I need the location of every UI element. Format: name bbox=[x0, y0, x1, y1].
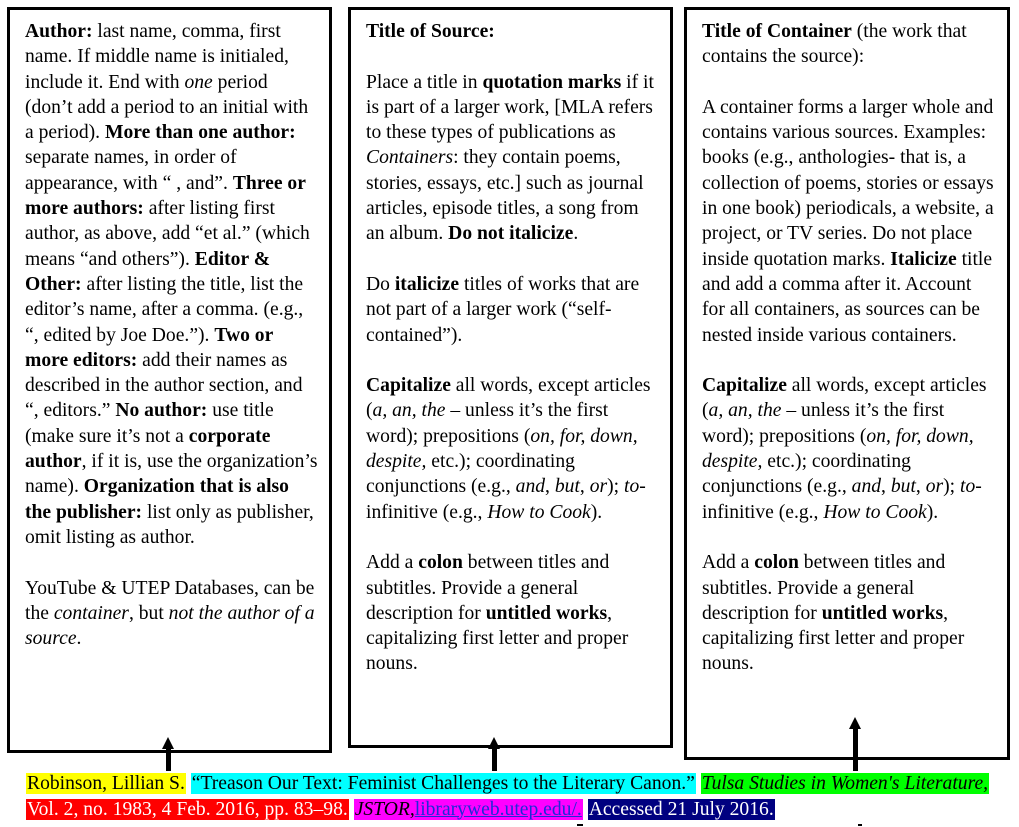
bold-text: Two or more editors: bbox=[25, 324, 273, 371]
text-run: Add a bbox=[702, 552, 755, 574]
text-run: Place a title in bbox=[366, 71, 483, 93]
divider-mark bbox=[577, 824, 583, 826]
bold-text: Capitalize bbox=[702, 375, 787, 397]
text-run: if it is part of a larger work, [MLA refers to these types of publications as bbox=[366, 71, 654, 144]
text-run: , if it is, use the organization’s name). bbox=[25, 451, 318, 498]
container-description-paragraph bbox=[702, 95, 997, 348]
text-run: after listing first author, as above, add “et al.” (which means “and others”). bbox=[25, 198, 310, 270]
italic-text: a, an, the bbox=[708, 400, 782, 422]
text-run: , bbox=[881, 476, 891, 498]
text-run: , bbox=[915, 476, 926, 498]
bold-text: Three or more authors: bbox=[25, 172, 306, 220]
bold-text: Capitalize bbox=[366, 375, 451, 397]
bold-text: Author: bbox=[25, 21, 93, 42]
text-run: all words, except articles ( bbox=[702, 375, 987, 422]
arrow-up-icon bbox=[849, 717, 862, 771]
text-run: . bbox=[573, 223, 579, 245]
text-run: – unless it’s the first word); prepositions ( bbox=[366, 400, 609, 447]
bold-text: italicize bbox=[394, 273, 460, 295]
text-run: . bbox=[76, 628, 82, 650]
text-run: etc.); coordinating conjunctions (e.g., bbox=[702, 451, 911, 498]
bold-text: Organization that is also the publisher: bbox=[25, 476, 289, 523]
text-run: ); bbox=[607, 476, 624, 498]
example-citation bbox=[26, 771, 1014, 822]
text-run: use title (make sure it’s not a bbox=[25, 400, 274, 447]
author-box bbox=[7, 7, 332, 753]
bold-text: More than one author: bbox=[104, 122, 296, 144]
text-run: , bbox=[579, 476, 590, 498]
text-run: : they contain poems, stories, essays, etc.] such as journal articles, episode titles, a song from an album. bbox=[366, 147, 644, 245]
text-run: ); bbox=[943, 476, 960, 498]
citation-accessed-date: Accessed 21 July 2016. bbox=[588, 798, 774, 820]
bold-text: Do not italicize bbox=[448, 223, 574, 245]
italic-text: and bbox=[515, 476, 546, 498]
author-paragraph bbox=[25, 19, 319, 550]
source-heading: Title of Source: bbox=[366, 21, 495, 42]
italic-text: a, an, the bbox=[372, 400, 446, 422]
text-run: add their names as described in the author section, and “, editors.” bbox=[25, 349, 303, 422]
text-run: Do bbox=[366, 273, 395, 295]
italic-text: not the author of a source bbox=[25, 602, 315, 650]
italic-text: but bbox=[890, 476, 916, 498]
text-run: Add a bbox=[366, 552, 419, 574]
text-run: between titles and subtitles. Provide a general description for bbox=[702, 552, 946, 624]
text-run: after listing the title, list the editor’s name, after a comma. (e.g., “, edited by Joe Doe.”). bbox=[25, 273, 304, 346]
citation-database: JSTOR,libraryweb.utep.edu/. bbox=[354, 798, 582, 820]
text-run: all words, except articles ( bbox=[366, 375, 651, 422]
italic-text: How to Cook bbox=[487, 501, 591, 523]
text-run: -infinitive (e.g., bbox=[366, 476, 646, 523]
container-colon-paragraph bbox=[702, 550, 997, 676]
italic-text: on, for, down, despite, bbox=[702, 425, 974, 473]
title-of-container-box bbox=[684, 7, 1010, 760]
italic-text: to bbox=[624, 476, 640, 498]
italic-text: container bbox=[53, 602, 129, 624]
title-of-source-box bbox=[348, 7, 673, 748]
italic-text: one bbox=[184, 71, 213, 93]
bold-text: untitled works bbox=[821, 602, 944, 624]
text-run: title and add a comma after it. Account for all containers, as sources can be nested inside various containers. bbox=[702, 248, 993, 346]
citation-author: Robinson, Lillian S. bbox=[27, 773, 185, 794]
divider-mark bbox=[858, 824, 862, 826]
text-run: A container forms a larger whole and contains various sources. Examples: books (e.g., anthologies- that is, a collection of poems, stories or essays in one book) periodicals, a website, a project, or TV series. Do not place inside quotation marks. bbox=[702, 96, 994, 270]
italic-text: How to Cook bbox=[823, 501, 927, 523]
text-run: -infinitive (e.g., bbox=[702, 476, 982, 523]
text-run: , bbox=[545, 476, 555, 498]
text-run: – unless it’s the first word); prepositions ( bbox=[702, 400, 945, 447]
text-run: list only as publisher, omit listing as author. bbox=[25, 501, 314, 548]
source-italicize-paragraph bbox=[366, 272, 660, 348]
text-run: between titles and subtitles. Provide a general description for bbox=[366, 552, 610, 624]
author-note-paragraph bbox=[25, 576, 319, 652]
text-run: etc.); coordinating conjunctions (e.g., bbox=[366, 451, 575, 498]
bold-text: quotation marks bbox=[482, 71, 622, 93]
citation-url-link[interactable]: libraryweb.utep.edu/. bbox=[414, 798, 582, 820]
arrow-up-icon bbox=[488, 737, 501, 771]
bold-text: colon bbox=[418, 552, 463, 574]
source-capitalize-paragraph bbox=[366, 373, 660, 525]
bold-text: untitled works bbox=[485, 602, 608, 624]
text-run: titles of works that are not part of a larger work (“self-contained”). bbox=[366, 273, 640, 346]
italic-text: or bbox=[589, 476, 608, 498]
text-run: ). bbox=[590, 501, 603, 523]
bold-text: No author: bbox=[115, 400, 208, 422]
text-run: separate names, in order of appearance, with “ , and”. bbox=[25, 147, 237, 194]
text-run: , capitalizing first letter and proper nouns. bbox=[702, 602, 965, 675]
text-run: ). bbox=[926, 501, 939, 523]
italic-text: and bbox=[851, 476, 882, 498]
text-run: , capitalizing first letter and proper nouns. bbox=[366, 602, 629, 675]
source-colon-paragraph bbox=[366, 550, 660, 676]
text-run: period (don’t add a period to an initial with a period). bbox=[25, 71, 309, 144]
source-quotation-paragraph bbox=[366, 70, 660, 247]
italic-text: or bbox=[925, 476, 944, 498]
container-heading: Title of Container (the work that contains the source): bbox=[702, 21, 967, 68]
arrow-up-icon bbox=[162, 737, 175, 771]
bold-text: corporate author bbox=[25, 425, 271, 473]
container-capitalize-paragraph bbox=[702, 373, 997, 525]
bold-text: colon bbox=[754, 552, 799, 574]
citation-other-elements: Vol. 2, no. 1983, 4 Feb. 2016, pp. 83–98. bbox=[27, 798, 348, 820]
citation-container: Tulsa Studies in Women's Literature, bbox=[701, 773, 989, 794]
text-run: last name, comma, first name. If middle name is initialed, include it. End with bbox=[25, 21, 289, 93]
bold-text: Italicize bbox=[890, 248, 957, 270]
citation-title: “Treason Our Text: Feminist Challenges to the Literary Canon.” bbox=[191, 773, 695, 794]
text-run: YouTube & UTEP Databases, can be the bbox=[25, 577, 315, 624]
text-run: , but bbox=[128, 602, 169, 624]
bold-text: Editor & Other: bbox=[25, 248, 271, 295]
italic-text: but bbox=[554, 476, 580, 498]
italic-text: to bbox=[960, 476, 976, 498]
italic-text: Containers bbox=[366, 147, 454, 169]
italic-text: on, for, down, despite, bbox=[366, 425, 638, 473]
